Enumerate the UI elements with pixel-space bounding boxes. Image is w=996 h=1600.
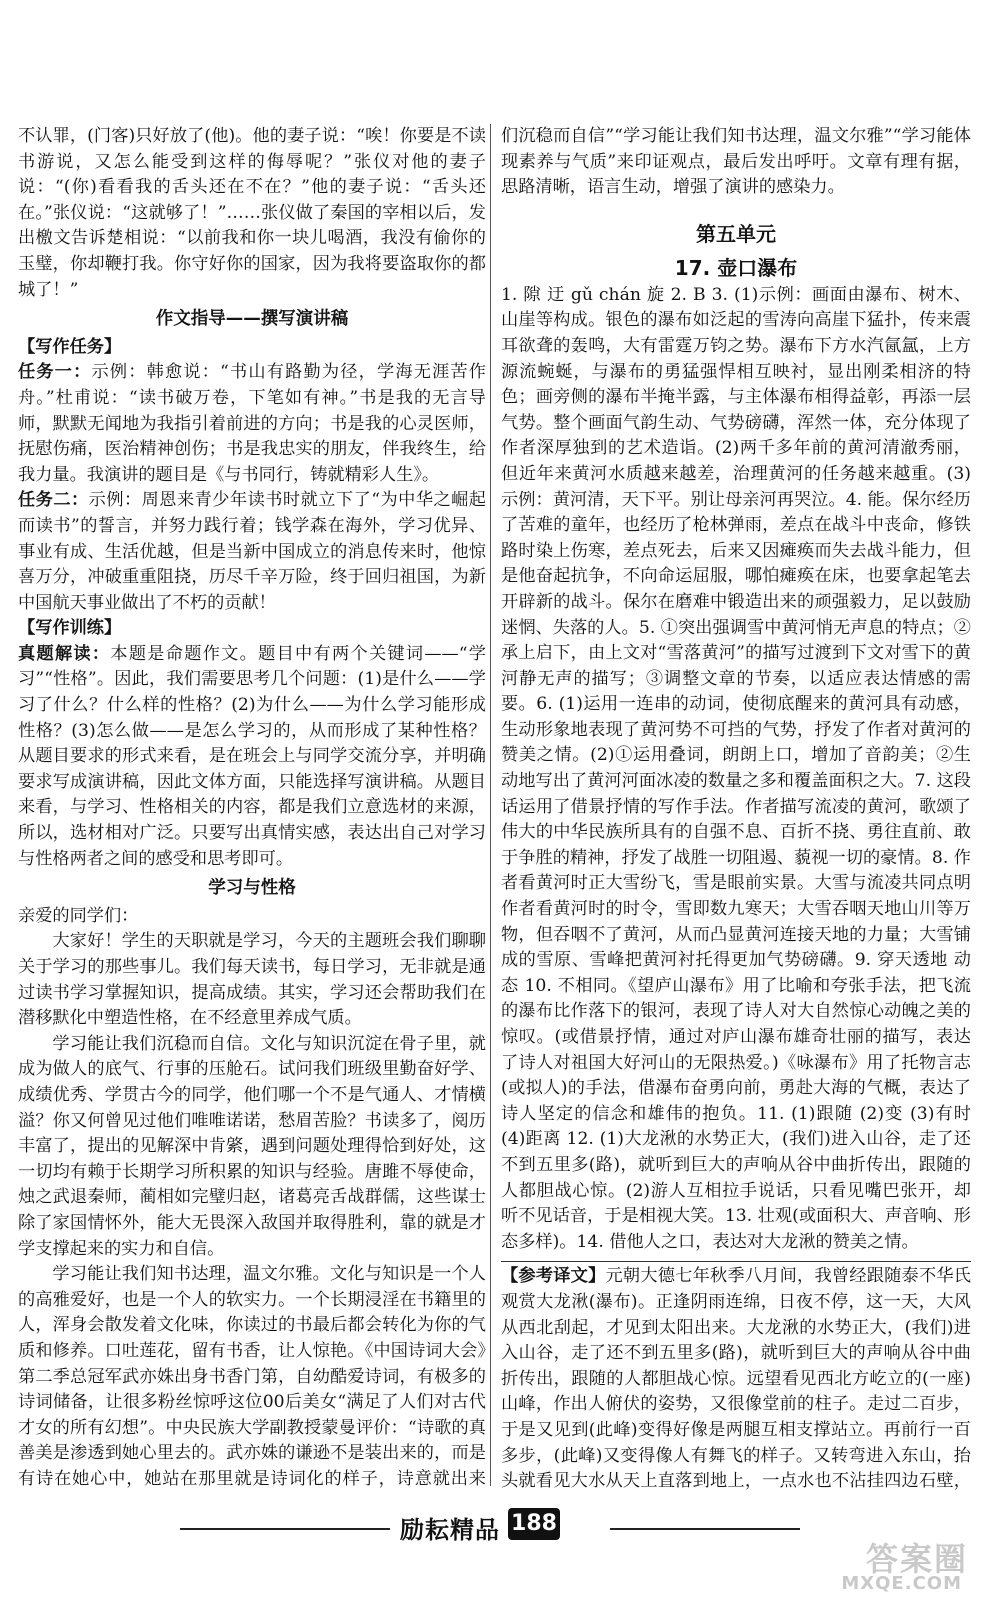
- reference-translation-text: 元朝大德七年秋季八月间，我曾经跟随泰不华氏观赏大龙湫(瀑布)。正逢阴雨连绵，日夜不停，这一天，大风从西北刮起，才见到太阳出来。大龙湫的水势正大，(我们)进入山谷，走了还不到五里多(路)，就听到巨大的声响从谷中曲折传出，跟随的人都胆战心惊。远望看见西北方屹立的(一座)山峰，作出人俯伏的姿势，又很像堂前的柱子。走过二百步，于是又见到(此峰)变得好像是两腿互相支撑站立。再前行一百多步，(此峰)又变得像人有舞飞的样子。又转弯进入东山，抬头就看见大水从天上直落到地上，一点水也不沾挂四边石壁，: [501, 1266, 971, 1492]
- watermark-url: MXQE.COM: [841, 1573, 962, 1594]
- essay-title: 学习与性格: [208, 878, 296, 899]
- exam-interpretation-text: 本题是命题作文。题目中有两个关键词——“学习”“性格”。因此，我们需要思考几个问题：(1)是什么——学习了什么？什么样的性格？(2)为什么——为什么学习能形成性格？(3)怎么做——是怎么学习的，从而形成了某种性格？从题目要求的形式来看，是在班会上与同学交流分享，并明确要求写成演讲稿，因此文体方面，只能选择写演讲稿。从题目来看，与学习、性格相关的内容，都是我们立意选材的来源，所以，选材相对广泛。只要写出真情实感，表达出自己对学习与性格两者之间的感受和思考即可。: [18, 643, 486, 869]
- writing-training-label: 【写作训练】: [18, 618, 122, 639]
- composition-guide-title: 作文指导——撰写演讲稿: [155, 309, 349, 330]
- task-two-text: 示例：周恩来青少年读书时就立下了“为中华之崛起而读书”的誓言，并努力践行着；钱学森在海外，学习优异、事业有成、生活优越，但是当新中国成立的消息传来时，他惊喜万分，冲破重重阻挠，历尽千辛万险，终于回归祖国，为新中国航天事业做出了不朽的贡献！: [18, 490, 486, 613]
- teacher-comment-continued: 们沉稳而自信”“学习能让我们知书达理，温文尔雅”“学习能体现素养与气质”来印证观点，最后发出呼吁。文章有理有据，思路清晰，语言生动，增强了演讲的感染力。: [501, 126, 971, 198]
- lesson-title: 17. 壶口瀑布: [674, 255, 798, 280]
- task-two-label: 任务二：: [18, 490, 89, 511]
- reference-translation-label: 【参考译文】: [501, 1266, 606, 1287]
- footer-rule-left: [180, 1528, 390, 1530]
- task-one-text: 示例：韩愈说：“书山有路勤为径，学海无涯苦作舟。”杜甫说：“读书破万卷，下笔如有神。”书是我的无言导师，默默无闻地为我指引着前进的方向；书是我的心灵医师，抚慰伤痛，医治精神创伤；书是我忠实的朋友，伴我终生，给我力量。我演讲的题目是《与书同行，铸就精彩人生》。: [18, 362, 486, 485]
- exam-interpretation: [18, 642, 486, 872]
- answer-key: 1. 隙 迂 gǔ chán 旋 2. B 3. (1)示例：画面由瀑布、树木、山崖等构成。银色的瀑布如泛起的雪涛向高崖下猛扑，传来震耳欲聋的轰鸣，大有雷霆万钧之势。瀑布下方水汽氤氲，上方源流蜿蜒，与瀑布的勇猛强悍相互映衬，显出刚柔相济的特色；画旁侧的瀑布半掩半露，与主体瀑布相得益彰，再添一层气势。整个画面气韵生动、气势磅礴，浑然一体，充分体现了作者深厚独到的艺术造诣。(2)两千多年前的黄河清澈秀丽，但近年来黄河水质越来越差，治理黄河的任务越来越重。(3)示例：黄河清，天下平。别让母亲河再哭泣。4. 能。保尔经历了苦难的童年，也经历了枪林弹雨，差点在战斗中丧命，修铁路时染上伤寒，差点死去，后来又因瘫痪而失去战斗能力，但是他奋起抗争，不向命运屈服，哪怕瘫痪在床，也要拿起笔去开辟新的战斗。保尔在磨难中锻造出来的顽强毅力，足以鼓励迷惘、失落的人。5. ①突出强调雪中黄河悄无声息的特点；②承上启下，由上文对“雪落黄河”的描写过渡到下文对雪下的黄河静无声的描写；③调整文章的节奏，以适应表达情感的需要。6. (1)运用一连串的动词，使彻底醒来的黄河具有动感，生动形象地表现了黄河势不可挡的气势，抒发了作者对黄河的赞美之情。(2)①运用叠词，朗朗上口，增加了音韵美；②生动地写出了黄河河面冰凌的数量之多和覆盖面积之大。7. 这段话运用了借景抒情的写作手法。作者描写流凌的黄河，歌颂了伟大的中华民族所具有的自强不息、百折不挠、勇往直前、敢于争胜的精神，抒发了战胜一切阻遏、藐视一切的豪情。8. 作者看黄河时正大雪纷飞，雪是眼前实景。大雪与流凌共同点明作者看黄河时的时令，雪即数九寒天；大雪吞咽天地山川等万物，但吞咽不了黄河，从而凸显黄河连接天地的力量；大雪铺成的雪原、雪峰把黄河衬托得更加气势磅礴。9. 穿天透地 动态 10. 不相同。《望庐山瀑布》用了比喻和夸张手法，把飞流的瀑布比作落下的银河，表现了诗人对大自然惊心动魄之美的惊叹。(或借景抒情，通过对庐山瀑布雄奇壮丽的描写，表达了诗人对祖国大好河山的无限热爱。)《咏瀑布》用了托物言志(或拟人)的手法，借瀑布奋勇向前，勇赴大海的气概，表达了诗人坚定的信念和雄伟的抱负。11. (1)跟随 (2)变 (3)有时 (4)距离 12. (1)大龙湫的水势正大，(我们)进入山谷，走了还不到五里多(路)，就听到巨大的声响从谷中曲折传出，跟随的人都胆战心惊。(2)游人互相拉手说话，只看见嘴巴张开，却听不见话音，于是相视大笑。13. 壮观(或面积大、声音响、形态多样)。14. 借他人之口，表达对大龙湫的赞美之情。: [501, 284, 971, 1252]
- page-number: 188: [508, 1508, 560, 1540]
- column-divider: [490, 124, 491, 1486]
- writing-task-tag: [18, 335, 486, 361]
- footer-rule-right: [610, 1528, 800, 1530]
- story-ending: 不认罪，(门客)只好放了(他)。他的妻子说：“唉！你要是不读书游说，又怎么能受到这样的侮辱呢？”张仪对他的妻子说：“(你)看看我的舌头还在不在？”他的妻子说：“舌头还在。”张仪说：“这就够了！”……张仪做了秦国的宰相以后，发出檄文告诉楚相说：“以前我和你一块儿喝酒，我没有偷你的玉璧，你却鞭打我。你守好你的国家，因为我将要盗取你的都城了！”: [18, 126, 486, 300]
- essay-salutation: 亲爱的同学们：: [18, 905, 139, 926]
- unit-title: 第五单元: [696, 221, 776, 246]
- reference-translation: [501, 1261, 971, 1494]
- task-one-label: 任务一：: [18, 362, 92, 383]
- task-two: [18, 488, 486, 616]
- exam-interpretation-label: 真题解读：: [18, 643, 111, 664]
- left-column: [18, 124, 486, 1494]
- task-one: [18, 360, 486, 488]
- essay-paragraph: 学习能让我们沉稳而自信。文化与知识沉淀在骨子里，就成为做人的底气、行事的压舱石。试问我们班级里勤奋好学、成绩优秀、学贯古今的同学，他们哪一个不是气通人、才情横溢？你又何曾见过他们唯唯诺诺，愁眉苦脸？书读多了，阅历丰富了，提出的见解深中肯綮，遇到问题处理得恰到好处，这一切均有赖于长期学习所积累的知识与经验。唐雎不辱使命，烛之武退秦师，蔺相如完璧归赵，诸葛亮舌战群儒，这些谋士除了家国情怀外，能大无畏深入敌国并取得胜利，靠的就是才学支撑起来的实力和自信。: [18, 1033, 486, 1259]
- spacer: [501, 201, 971, 215]
- right-column: [501, 124, 971, 1494]
- writing-training-tag: [18, 616, 486, 642]
- brand-logo: 励耘精品: [400, 1516, 500, 1544]
- site-watermark: [818, 1534, 968, 1594]
- writing-task-label: 【写作任务】: [18, 336, 122, 357]
- essay-paragraph: 学习能让我们知书达理，温文尔雅。文化与知识是一个人的高雅爱好，也是一个人的软实力。一个长期浸淫在书籍里的人，浑身会散发着文化味，你读过的书最后都会转化为你的气质和修养。口吐莲花，留有书香，让人惊艳。《中国诗词大会》第二季总冠军武亦姝出身书香门第，自幼酷爱诗词，有极多的诗词储备，让很多粉丝惊呼这位00后美女“满足了人们对古代才女的所有幻想”。中央民族大学副教授蒙曼评价：“诗歌的真善美是渗透到她心里去的。武亦姝的谦逊不是装出来的，而是有诗在她心中，她站在那里就是诗词化的样子，诗意就出来: [18, 1264, 486, 1489]
- watermark-text: 答案圈: [865, 1540, 968, 1578]
- essay-paragraph: 大家好！学生的天职就是学习，今天的主题班会我们聊聊关于学习的那些事儿。我们每天读书，每日学习，无非就是通过读书学习掌握知识，提高成绩。其实，学习还会帮助我们在潜移默化中塑造性格，在不经意里养成气质。: [18, 931, 486, 1029]
